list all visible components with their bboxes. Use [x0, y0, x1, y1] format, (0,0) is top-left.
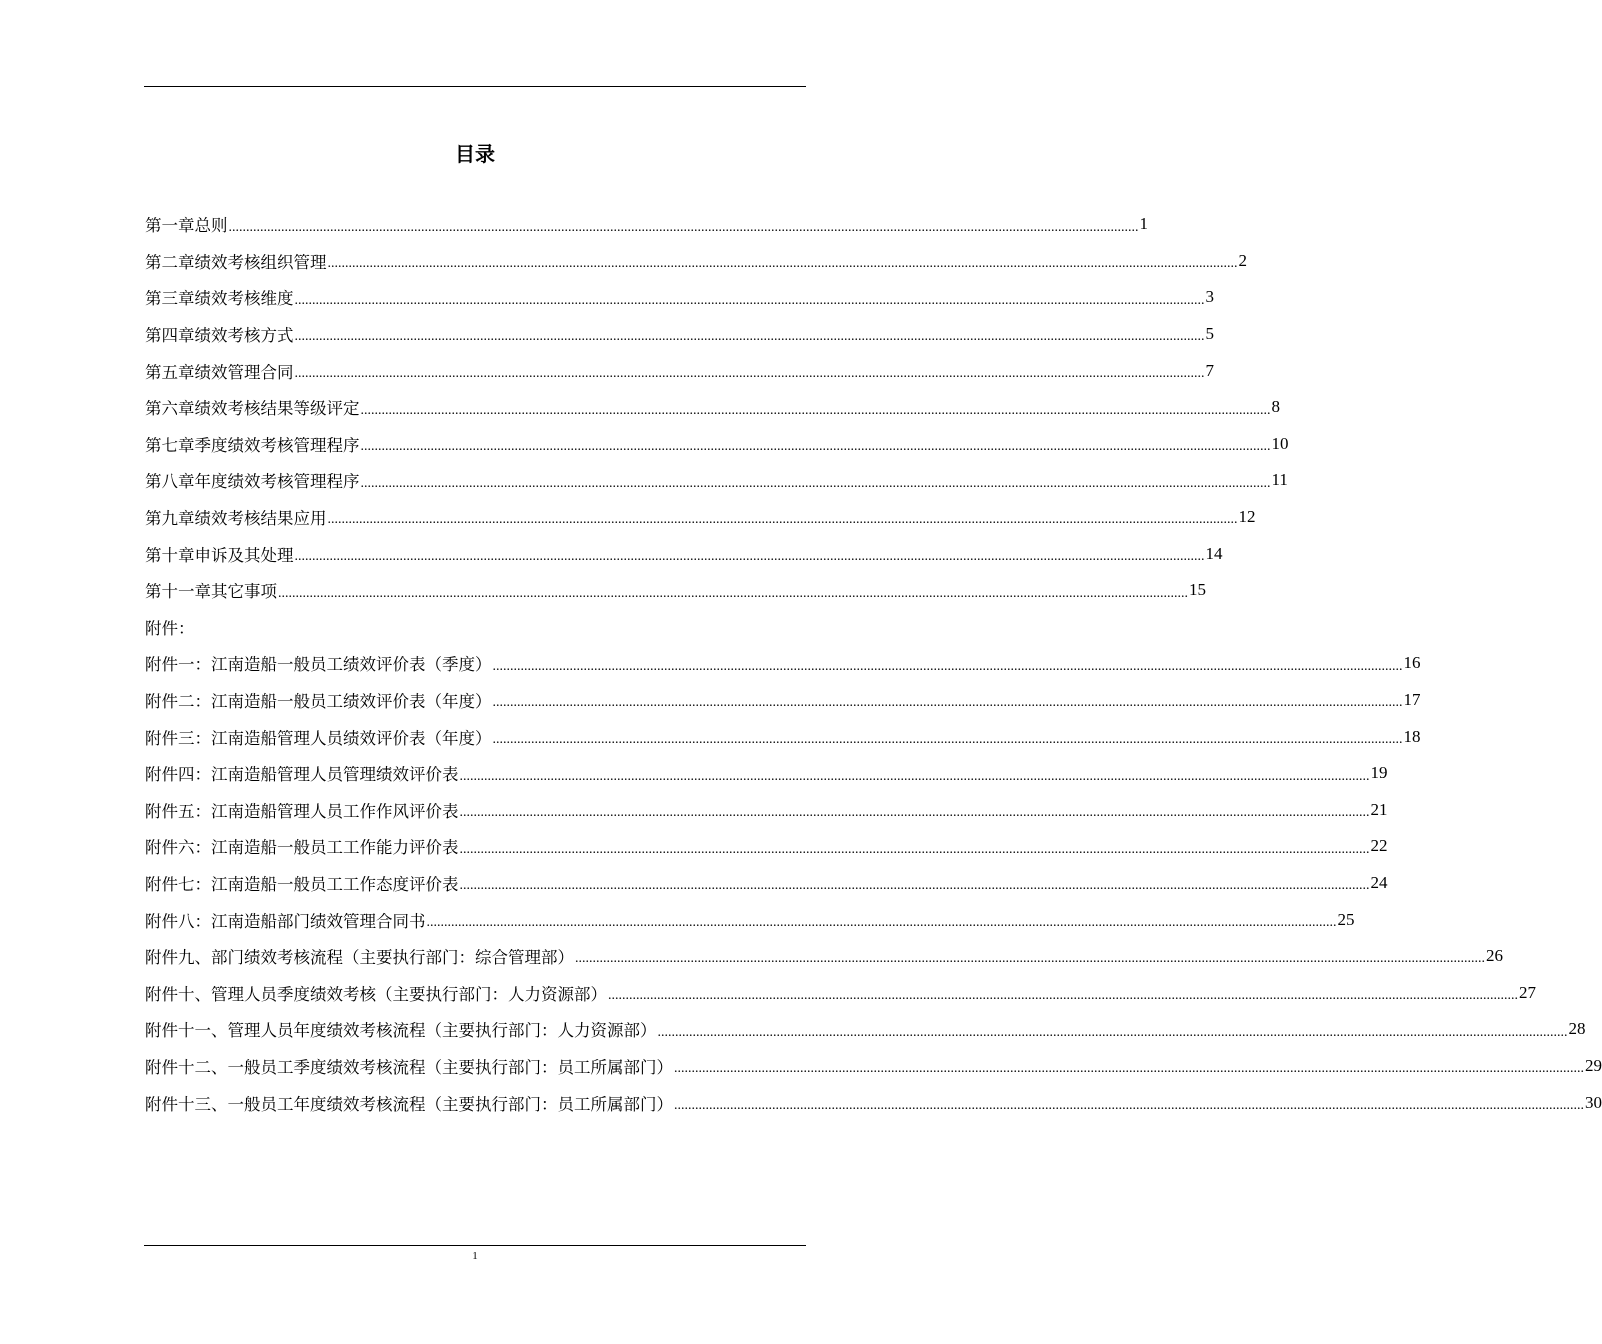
toc-chapter-title: 绩效管理合同 — [194, 362, 294, 382]
toc-appendix-title: 附件二：江南造船一般员工绩效评价表（年度） — [145, 692, 492, 712]
toc-page-number: 12 — [1238, 507, 1256, 527]
toc-dot-leader: .................................................................................................................................................................................................................................................................... — [278, 585, 1188, 601]
toc-dot-leader: .................................................................................................................................................................................................................................................................... — [459, 805, 1370, 821]
toc-entry-chapter[interactable] — [145, 206, 1148, 243]
toc-chapter-title: 绩效考核结果等级评定 — [194, 399, 360, 419]
toc-dot-leader: .................................................................................................................................................................................................................................................................... — [360, 475, 1271, 491]
toc-chapter-title: 年度绩效考核管理程序 — [194, 472, 360, 492]
toc-page-number: 17 — [1403, 690, 1421, 710]
toc-dot-leader: .................................................................................................................................................................................................................................................................... — [360, 439, 1271, 455]
toc-dot-leader: .................................................................................................................................................................................................................................................................... — [360, 402, 1271, 418]
toc-chapter-number: 第七章 — [145, 435, 195, 455]
toc-page-number: 27 — [1519, 982, 1536, 1002]
toc-page-number: 10 — [1271, 433, 1289, 453]
toc-dot-leader: .................................................................................................................................................................................................................................................................... — [228, 219, 1139, 235]
toc-entry-appendix[interactable] — [145, 1011, 1586, 1048]
toc-entry-appendix[interactable] — [145, 865, 1388, 902]
toc-appendix-title: 附件三：江南造船管理人员绩效评价表（年度） — [145, 728, 492, 748]
toc-page-number: 8 — [1271, 397, 1280, 417]
toc-entry-appendix[interactable] — [145, 974, 1536, 1011]
toc-page-number: 1 — [1139, 214, 1148, 234]
toc-page-number: 2 — [1238, 250, 1247, 270]
toc-chapter-number: 第十章 — [145, 545, 195, 565]
toc-entry-appendix[interactable] — [145, 828, 1388, 865]
toc-appendix-title: 附件十二、一般员工季度绩效考核流程（主要执行部门：员工所属部门） — [145, 1057, 673, 1077]
toc-chapter-number: 第六章 — [145, 399, 195, 419]
toc-dot-leader: .................................................................................................................................................................................................................................................................... — [327, 256, 1238, 272]
toc-entry-appendix[interactable] — [145, 792, 1388, 829]
toc-entry-chapter[interactable] — [145, 352, 1214, 389]
toc-entry-appendix[interactable] — [145, 938, 1503, 975]
toc-page-number: 21 — [1370, 799, 1388, 819]
toc-page-number: 14 — [1205, 543, 1223, 563]
toc-dot-leader: .................................................................................................................................................................................................................................................................... — [294, 329, 1205, 345]
toc-dot-leader: .................................................................................................................................................................................................................................................................... — [294, 548, 1205, 564]
toc-appendix-title: 附件六：江南造船一般员工工作能力评价表 — [145, 838, 459, 858]
toc-entry-chapter[interactable] — [145, 243, 1247, 280]
toc-chapter-title: 绩效考核维度 — [194, 289, 294, 309]
toc-page-number: 28 — [1568, 1019, 1586, 1039]
toc-chapter-title: 绩效考核结果应用 — [194, 509, 327, 529]
footer-rule — [144, 1245, 806, 1246]
toc-chapter-title: 季度绩效考核管理程序 — [194, 435, 360, 455]
toc-chapter-title: 绩效考核组织管理 — [194, 252, 327, 272]
toc-entry-appendix[interactable] — [145, 755, 1388, 792]
toc-page-number: 3 — [1205, 287, 1214, 307]
toc-entry-appendix[interactable] — [145, 682, 1421, 719]
toc-page-number: 16 — [1403, 653, 1421, 673]
toc-page-number: 30 — [1585, 1092, 1602, 1112]
toc-entry-chapter[interactable] — [145, 535, 1223, 572]
toc-appendix-title: 附件十、管理人员季度绩效考核（主要执行部门：人力资源部） — [145, 984, 607, 1004]
table-of-contents — [145, 206, 1602, 1121]
toc-dot-leader: .................................................................................................................................................................................................................................................................... — [426, 914, 1337, 930]
toc-dot-leader: .................................................................................................................................................................................................................................................................... — [327, 512, 1238, 528]
toc-entry-appendix[interactable] — [145, 645, 1421, 682]
page-title: 目录 — [455, 142, 495, 166]
toc-chapter-title: 总则 — [194, 216, 228, 236]
toc-page-number: 22 — [1370, 836, 1388, 856]
toc-entry-appendix[interactable] — [145, 718, 1421, 755]
toc-dot-leader: .................................................................................................................................................................................................................................................................... — [492, 658, 1403, 674]
toc-chapter-number: 第九章 — [145, 509, 195, 529]
toc-dot-leader: .................................................................................................................................................................................................................................................................... — [294, 365, 1205, 381]
toc-entry-chapter[interactable] — [145, 499, 1256, 536]
toc-appendix-title: 附件九、部门绩效考核流程（主要执行部门：综合管理部） — [145, 948, 574, 968]
toc-appendix-title: 附件十一、管理人员年度绩效考核流程（主要执行部门：人力资源部） — [145, 1021, 657, 1041]
toc-entry-chapter[interactable] — [145, 389, 1280, 426]
toc-dot-leader: .................................................................................................................................................................................................................................................................... — [294, 292, 1205, 308]
toc-entry-chapter[interactable] — [145, 316, 1214, 353]
toc-page-number: 18 — [1403, 726, 1421, 746]
toc-chapter-number: 第五章 — [145, 362, 195, 382]
toc-entry-chapter[interactable] — [145, 572, 1206, 609]
header-rule — [144, 86, 806, 87]
toc-dot-leader: .................................................................................................................................................................................................................................................................... — [492, 731, 1403, 747]
toc-appendix-title: 附件四：江南造船管理人员管理绩效评价表 — [145, 765, 459, 785]
toc-page-number: 24 — [1370, 872, 1388, 892]
toc-chapter-number: 第八章 — [145, 472, 195, 492]
toc-chapter-number: 第二章 — [145, 252, 195, 272]
toc-appendix-title: 附件八：江南造船部门绩效管理合同书 — [145, 911, 426, 931]
footer-page-number: 1 — [472, 1250, 478, 1262]
appendix-heading-label: 附件： — [145, 618, 195, 638]
toc-dot-leader: .................................................................................................................................................................................................................................................................... — [674, 1097, 1584, 1113]
toc-appendix-title: 附件七：江南造船一般员工工作态度评价表 — [145, 874, 459, 894]
toc-dot-leader: .................................................................................................................................................................................................................................................................... — [459, 878, 1370, 894]
toc-dot-leader: .................................................................................................................................................................................................................................................................... — [608, 988, 1518, 1004]
toc-chapter-number: 第四章 — [145, 326, 195, 346]
toc-chapter-title: 其它事项 — [211, 582, 277, 602]
toc-chapter-number: 第十一章 — [145, 582, 211, 602]
toc-appendix-title: 附件十三、一般员工年度绩效考核流程（主要执行部门：员工所属部门） — [145, 1094, 673, 1114]
toc-page-number: 25 — [1337, 909, 1355, 929]
toc-dot-leader: .................................................................................................................................................................................................................................................................... — [492, 695, 1403, 711]
toc-appendix-heading — [145, 609, 806, 646]
toc-chapter-title: 申诉及其处理 — [194, 545, 294, 565]
toc-page-number: 7 — [1205, 360, 1214, 380]
toc-dot-leader: .................................................................................................................................................................................................................................................................... — [657, 1024, 1568, 1040]
toc-entry-appendix[interactable] — [145, 1084, 1602, 1121]
toc-dot-leader: .................................................................................................................................................................................................................................................................... — [674, 1061, 1584, 1077]
toc-dot-leader: .................................................................................................................................................................................................................................................................... — [575, 951, 1485, 967]
toc-page-number: 19 — [1370, 763, 1388, 783]
toc-entry-chapter[interactable] — [145, 279, 1214, 316]
toc-chapter-number: 第一章 — [145, 216, 195, 236]
toc-page-number: 15 — [1189, 580, 1206, 600]
toc-page-number: 26 — [1486, 946, 1503, 966]
toc-appendix-title: 附件一：江南造船一般员工绩效评价表（季度） — [145, 655, 492, 675]
toc-page-number: 29 — [1585, 1055, 1602, 1075]
toc-page-number: 11 — [1271, 470, 1288, 490]
toc-entry-appendix[interactable] — [145, 1048, 1602, 1085]
toc-entry-chapter[interactable] — [145, 462, 1288, 499]
toc-chapter-title: 绩效考核方式 — [194, 326, 294, 346]
toc-entry-appendix[interactable] — [145, 901, 1355, 938]
toc-chapter-number: 第三章 — [145, 289, 195, 309]
toc-dot-leader: .................................................................................................................................................................................................................................................................... — [459, 768, 1370, 784]
toc-dot-leader: .................................................................................................................................................................................................................................................................... — [459, 841, 1370, 857]
toc-appendix-title: 附件五：江南造船管理人员工作作风评价表 — [145, 801, 459, 821]
toc-page-number: 5 — [1205, 324, 1214, 344]
toc-entry-chapter[interactable] — [145, 426, 1289, 463]
